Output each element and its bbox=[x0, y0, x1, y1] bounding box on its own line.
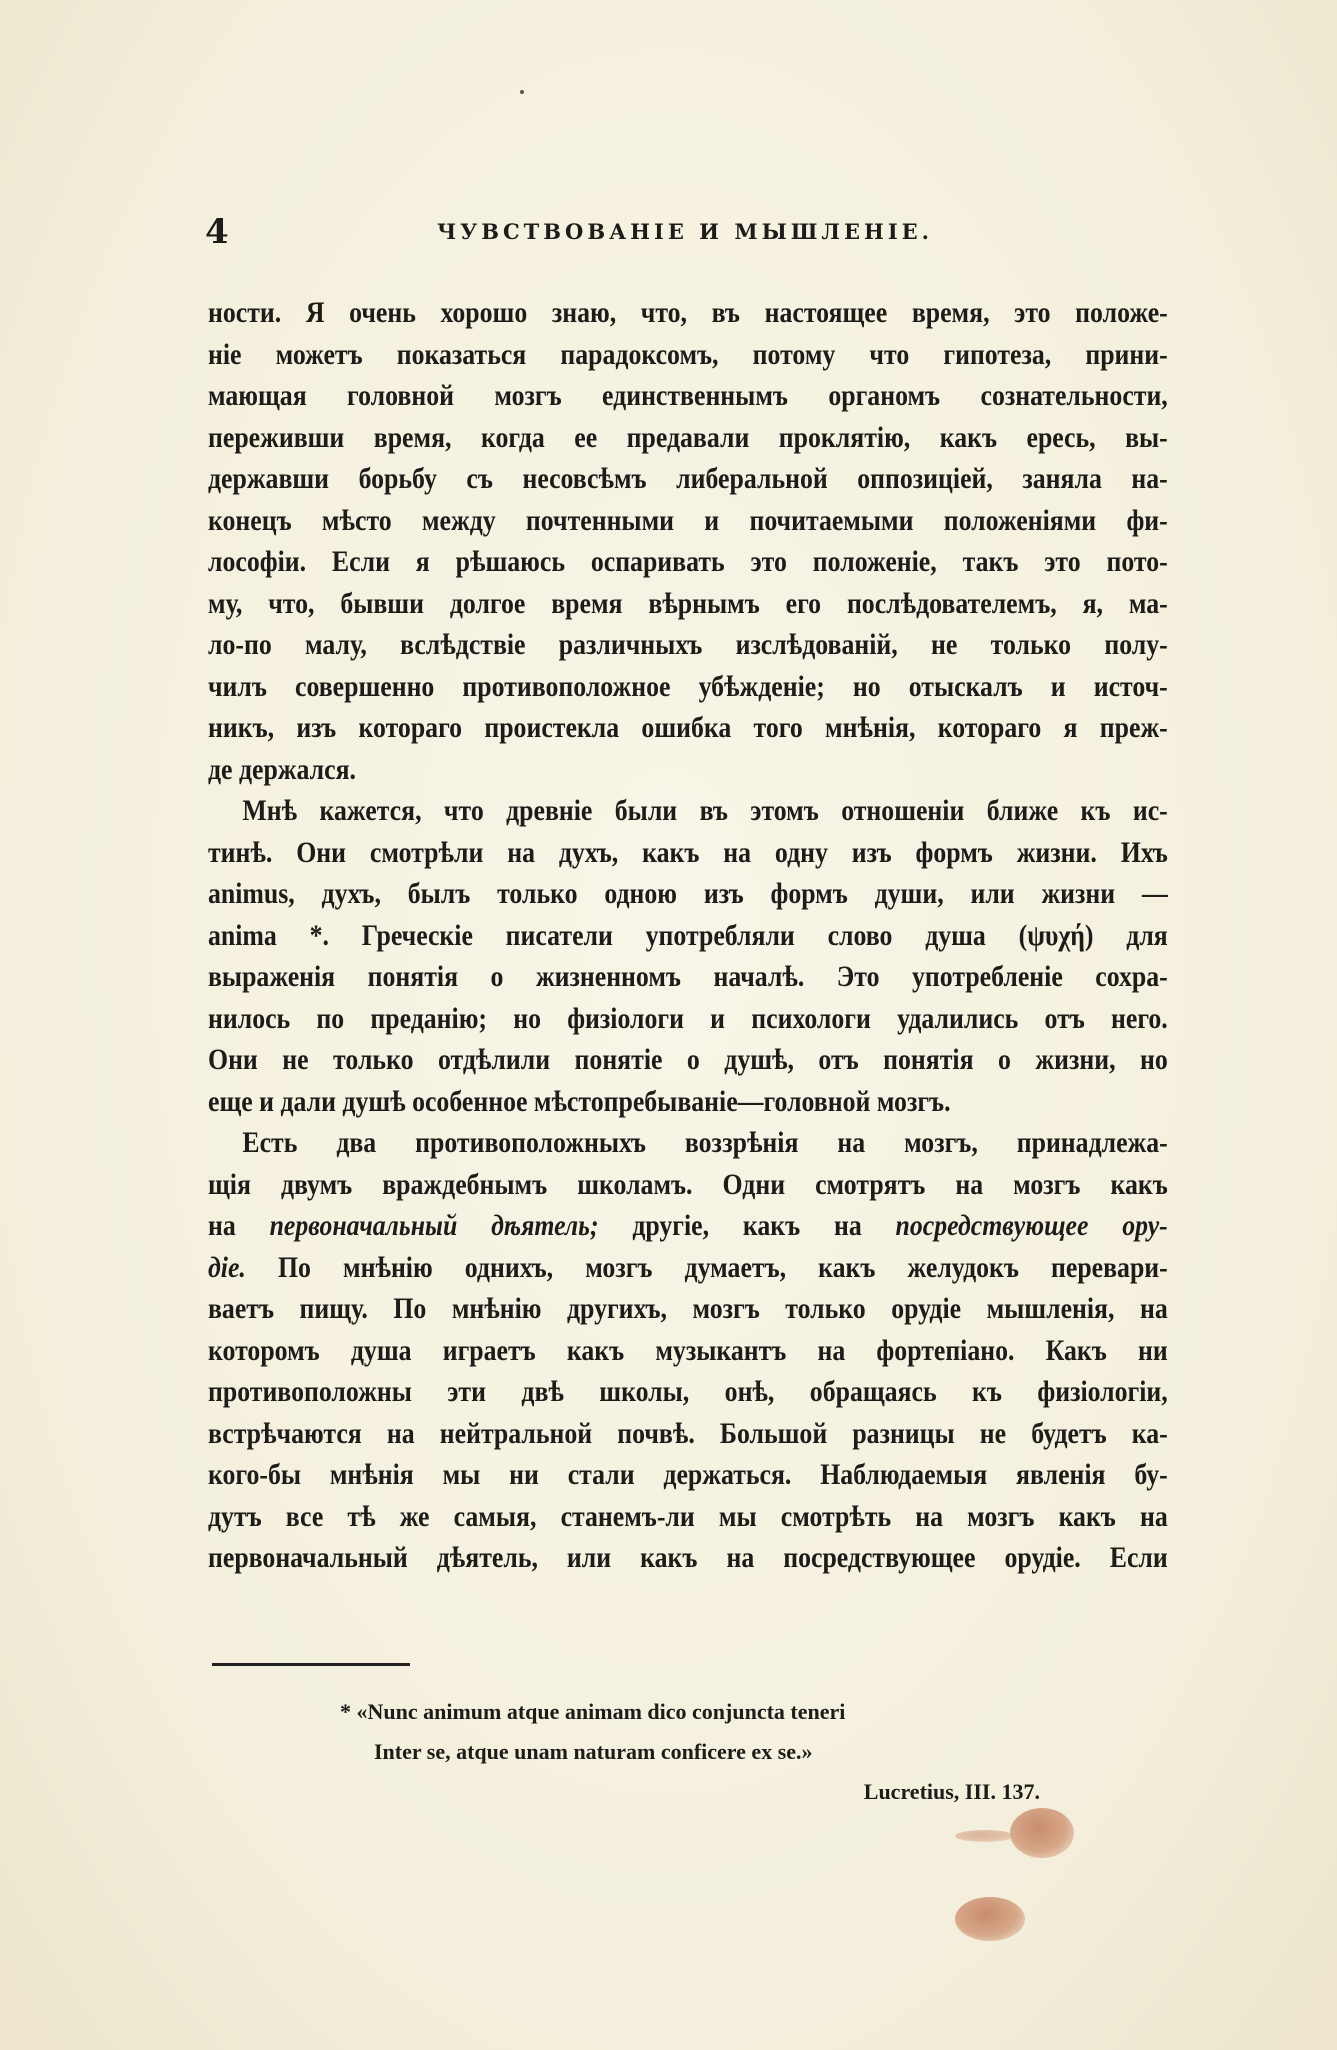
body-text bbox=[208, 292, 1168, 1579]
text-line bbox=[208, 1247, 1168, 1289]
stain-mark bbox=[1010, 1808, 1074, 1858]
text-line: нилось по преданію; но физіологи и психологи удалились отъ него. bbox=[208, 1001, 1168, 1035]
text-line: animus, духъ, былъ только одною изъ формъ души, или жизни — bbox=[208, 877, 1168, 910]
text-line: которомъ душа играетъ какъ музыкантъ на фортепіано. Какъ ни bbox=[208, 1333, 1168, 1367]
text-line: чилъ совершенно противоположное убѣжденіе; но отыскалъ и источ- bbox=[208, 669, 1168, 703]
text-line: Мнѣ кажется, что древніе были въ этомъ отношеніи ближе къ ис- bbox=[242, 794, 1168, 827]
text-line: ло-по малу, вслѣдствіе различныхъ изслѣдованій, не только полу- bbox=[208, 628, 1168, 661]
text-line: никъ, изъ котораго проистекла ошибка того мнѣнія, котораго я преж- bbox=[208, 711, 1168, 744]
text-line: де держался. bbox=[208, 752, 356, 786]
italic-term: посредствующее ору- bbox=[895, 1209, 1168, 1242]
text-line: тинѣ. Они смотрѣли на духъ, какъ на одну изъ формъ жизни. Ихъ bbox=[208, 835, 1168, 869]
footnote-divider bbox=[212, 1663, 410, 1666]
italic-term: первоначальный дѣятель; bbox=[269, 1209, 599, 1242]
text-line: дутъ все тѣ же самыя, станемъ-ли мы смотрѣть на мозгъ какъ на bbox=[208, 1499, 1168, 1533]
text-line: anima *. Греческіе писатели употребляли слово душа (ψυχή) для bbox=[208, 918, 1168, 952]
italic-term: діе. bbox=[208, 1250, 246, 1284]
text-line: конецъ мѣсто между почтенными и почитаемыми положеніями фи- bbox=[208, 503, 1168, 537]
page-header bbox=[205, 212, 1165, 252]
text-line: первоначальный дѣятель, или какъ на посредствующее орудіе. Если bbox=[208, 1541, 1168, 1574]
paragraph-2 bbox=[208, 790, 1168, 1122]
text-line: кого-бы мнѣнія мы ни стали держаться. Наблюдаемыя явленія бу- bbox=[208, 1458, 1168, 1491]
paragraph-3 bbox=[208, 1122, 1168, 1579]
footnote-source: Lucretius, III. 137. bbox=[863, 1779, 1040, 1804]
text-run: на bbox=[208, 1209, 236, 1242]
page-number: 4 bbox=[205, 212, 229, 252]
text-line: щія двумъ враждебнымъ школамъ. Одни смотрятъ на мозгъ какъ bbox=[208, 1167, 1168, 1201]
text-line: му, что, бывши долгое время вѣрнымъ его послѣдователемъ, я, ма- bbox=[208, 586, 1168, 620]
text-line: Есть два противоположныхъ воззрѣнія на мозгъ, принадлежа- bbox=[242, 1126, 1168, 1159]
text-line: лософіи. Если я рѣшаюсь оспаривать это положеніе, такъ это пото- bbox=[208, 545, 1168, 578]
footnote-line: * «Nunc animum atque animam dico conjuncta teneri bbox=[340, 1699, 846, 1724]
footnote bbox=[340, 1692, 1040, 1812]
text-line: встрѣчаются на нейтральной почвѣ. Большой разницы не будетъ ка- bbox=[208, 1416, 1168, 1450]
text-line: выраженія понятія о жизненномъ началѣ. Это употребленіе сохра- bbox=[208, 960, 1168, 993]
text-line: Они не только отдѣлили понятіе о душѣ, отъ понятія о жизни, но bbox=[208, 1043, 1168, 1076]
text-line: еще и дали душѣ особенное мѣстопребываніе—головной мозгъ. bbox=[208, 1084, 951, 1118]
footnote-line: Inter se, atque unam naturam conficere ex se.» bbox=[374, 1739, 813, 1764]
text-line: ніе можетъ показаться парадоксомъ, потому что гипотеза, прини- bbox=[208, 337, 1168, 371]
text-line bbox=[208, 1205, 1168, 1247]
running-head: ЧУВСТВОВАНІЕ И МЫШЛЕНІЕ. bbox=[436, 219, 933, 244]
text-line: мающая головной мозгъ единственнымъ органомъ сознательности, bbox=[208, 379, 1168, 412]
ink-speck bbox=[520, 90, 524, 94]
paragraph-1 bbox=[208, 292, 1168, 790]
text-run: По мнѣнію однихъ, мозгъ думаетъ, какъ желудокъ перевари- bbox=[277, 1250, 1168, 1284]
text-line: переживши время, когда ее предавали проклятію, какъ ересь, вы- bbox=[208, 420, 1168, 454]
text-run: другіе, какъ на bbox=[632, 1209, 862, 1242]
text-line: ности. Я очень хорошо знаю, что, въ настоящее время, это положе- bbox=[208, 296, 1168, 329]
stain-mark bbox=[955, 1897, 1025, 1941]
text-line: державши борьбу съ несовсѣмъ либеральной оппозиціей, заняла на- bbox=[208, 462, 1168, 495]
text-line: противоположны эти двѣ школы, онѣ, обращаясь къ физіологіи, bbox=[208, 1375, 1168, 1408]
text-line: ваетъ пищу. По мнѣнію другихъ, мозгъ только орудіе мышленія, на bbox=[208, 1292, 1168, 1325]
stain-mark bbox=[955, 1830, 1015, 1842]
